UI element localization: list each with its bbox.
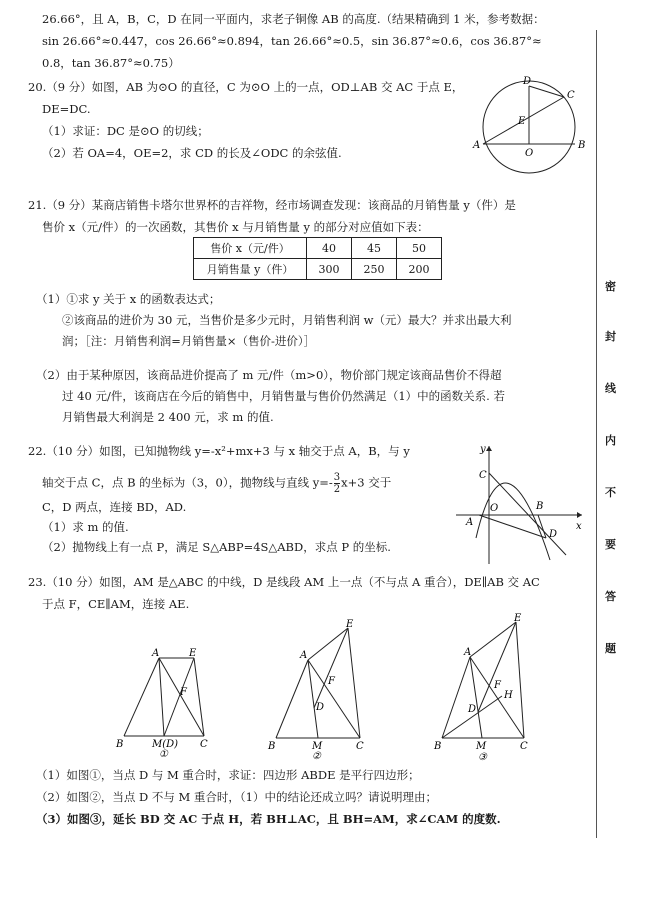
label-a: A [464,647,472,658]
q23-figure-1 [112,645,222,757]
fraction-numerator: 3 [333,472,341,483]
q23-header: 23.（10 分）如图，AM 是△ABC 的中线，D 是线段 AM 上一点（不与点 A 重合），DE∥AB 交 AC [28,575,540,589]
q19-line-2: sin 26.66°≈0.447，cos 26.66°≈0.894，tan 26.66°≈0.5，sin 36.87°≈0.6，cos 36.87°≈ [42,34,542,48]
q23-part-2: （2）如图②，当点 D 不与 M 重合时，（1）中的结论还成立吗？请说明理由； [36,790,437,804]
segment-ce [516,622,524,738]
q22-line-2-tail: x+3 交于 [341,475,392,490]
q22-part-2: （2）抛物线上有一点 P，满足 S△ABP=4S△ABD，求点 P 的坐标. [42,540,391,554]
q20-header: 20.（9 分）如图，AB 为⊙O 的直径，C 为⊙O 上的一点，OD⊥AB 交 AC 于点 E， [28,80,464,94]
median-am [159,658,164,736]
label-o: O [525,148,534,159]
label-c: C [200,739,208,750]
q19-line-3: 0.8，tan 36.87°≈0.75） [42,56,180,70]
label-c: C [356,741,364,752]
q22-line-2-text: 轴交于点 C，点 B 的坐标为（3，0），抛物线与直线 y=- [42,475,333,490]
fraction-denominator: 2 [333,484,341,495]
label-b: B [268,741,276,752]
label-c: C [520,741,528,752]
side-ab [276,660,308,738]
q21-part-1b: ②该商品的进价为 30 元，当售价是多少元时，月销售利润 w（元）最大？并求出最大利 [62,313,512,327]
price-sales-table [193,237,442,280]
median-am [308,660,318,738]
label-m: M [476,741,487,752]
figure-caption-3: ③ [478,752,487,762]
margin-char: 题 [605,642,616,655]
label-b: B [536,501,544,512]
q20-part-1: （1）求证：DC 是⊙O 的切线； [42,124,209,138]
label-c: C [479,470,487,481]
segment-de [164,658,194,736]
q22-part-1: （1）求 m 的值. [42,520,129,534]
segment-de [314,628,348,708]
label-m: M [312,741,323,752]
q23-line-2: 于点 F，CE∥AM，连接 AE. [42,597,190,611]
label-a: A [473,140,481,151]
q21-part-2b: 过 40 元/件，该商店在今后的销售中，月销售量与售价仍然满足（1）中的函数关系. 若 [62,389,505,403]
segment-bh [442,696,502,738]
segment-ce [348,628,360,738]
label-a: A [300,650,308,661]
median-am [470,657,482,738]
label-b: B [578,140,586,151]
q20-part-2: （2）若 OA=4，OE=2，求 CD 的长及∠ODC 的余弦值. [42,146,342,160]
label-e: E [346,619,354,630]
table-cell: 45 [352,238,397,259]
margin-char: 封 [605,330,616,343]
margin-char: 要 [605,538,616,551]
table-row-label: 月销售量 y（件） [194,259,307,280]
line-cd [489,473,566,555]
table-row-label: 售价 x（元/件） [194,238,307,259]
label-f: F [180,687,187,698]
parabola [476,483,550,560]
side-ac [308,660,360,738]
table-row [194,259,442,280]
segment-ce [194,658,204,736]
table-cell: 300 [307,259,352,280]
table-cell: 40 [307,238,352,259]
table-cell: 200 [397,259,442,280]
label-e: E [189,648,197,659]
margin-char: 线 [605,382,616,395]
x-axis-arrow [577,512,582,518]
label-h: H [504,690,513,701]
side-ab [442,657,470,738]
label-y: y [480,444,486,455]
label-f: F [328,676,335,687]
q23-figure-3 [430,612,540,762]
label-o: O [490,503,499,514]
q21-part-1c: 润；［注：月销售利润=月销售量×（售价-进价）］ [62,334,316,348]
label-b: B [116,739,124,750]
q23-part-1: （1）如图①，当点 D 与 M 重合时，求证：四边形 ABDE 是平行四边形； [36,768,420,782]
y-axis-arrow [486,446,492,451]
margin-char: 不 [605,486,616,499]
label-x: x [576,521,582,532]
figure-caption-1: ① [159,749,168,757]
table-cell: 50 [397,238,442,259]
q20-line-2: DE=DC. [42,102,91,116]
label-a: A [466,517,474,528]
label-e: E [518,116,526,127]
margin-char: 内 [605,434,616,447]
q20-circle-figure [472,72,588,184]
label-d: D [468,704,477,715]
segment-ae [308,628,348,660]
q21-part-2c: 月销售最大利润是 2 400 元，求 m 的值. [62,410,274,424]
binding-margin-line [596,30,597,838]
side-ab [124,658,159,736]
label-m: M(D) [152,739,179,750]
margin-char: 答 [605,590,616,603]
label-d: D [523,76,532,87]
label-c: C [567,90,575,101]
q21-part-1a: （1）①求 y 关于 x 的函数表达式； [36,292,221,306]
label-f: F [494,680,501,691]
q23-part-3: （3）如图③，延长 BD 交 AC 于点 H，若 BH⊥AC，且 BH=AM，求∠CAM 的度数. [36,812,501,826]
margin-char: 密 [605,280,616,293]
label-a: A [152,648,160,659]
q23-figure-2 [264,618,374,760]
side-ac [470,657,524,738]
label-b: B [434,741,442,752]
label-e: E [514,613,522,624]
q22-line-3: C，D 两点，连接 BD，AD. [42,500,187,514]
q21-part-2a: （2）由于某种原因，该商品进价提高了 m 元/件（m>0），物价部门规定该商品售价不得超 [36,368,502,382]
q21-header: 21.（9 分）某商店销售卡塔尔世界杯的吉祥物，经市场调查发现：该商品的月销售量 y（件）是 [28,198,516,212]
label-d: D [549,529,558,540]
fraction [334,472,340,495]
q21-line-2: 售价 x（元/件）的一次函数，其售价 x 与月销售量 y 的部分对应值如下表： [42,220,429,234]
q22-line-2 [42,472,391,495]
q19-line-1: 26.66°，且 A，B，C，D 在同一平面内，求老子铜像 AB 的高度.（结果精确到 1 米，参考数据： [42,12,545,26]
q22-header: 22.（10 分）如图，已知抛物线 y=-x²+mx+3 与 x 轴交于点 A，B，与 y [28,444,410,458]
table-cell: 250 [352,259,397,280]
table-row [194,238,442,259]
label-d: D [316,702,325,713]
q22-parabola-figure [452,440,587,568]
figure-caption-2: ② [312,751,321,760]
